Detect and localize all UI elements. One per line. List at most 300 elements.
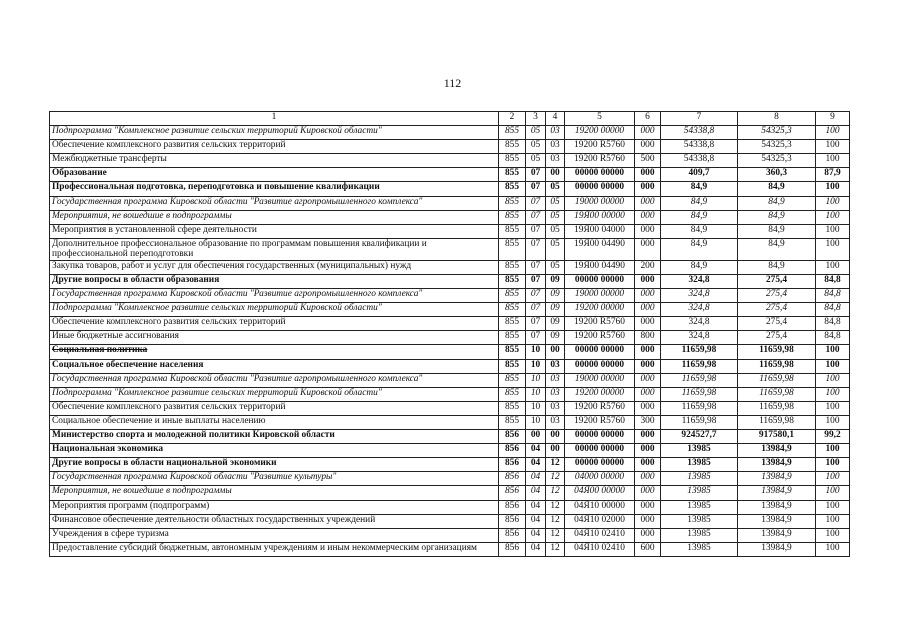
cell-executed-amount: 84,9 — [738, 210, 816, 224]
cell-expense-type: 000 — [635, 168, 661, 182]
header-cell-target-article: 5 — [565, 112, 635, 126]
cell-section-code: 04 — [526, 486, 546, 500]
cell-target-article: 04Я10 02410 — [565, 542, 635, 556]
cell-target-article: 19000 00000 — [565, 289, 635, 303]
cell-execution-percent: 100 — [816, 182, 850, 196]
cell-planned-amount: 84,9 — [661, 182, 738, 196]
cell-section-code: 04 — [526, 444, 546, 458]
cell-planned-amount: 84,9 — [661, 224, 738, 238]
cell-name: Закупка товаров, работ и услуг для обеспечения государственных (муниципальных) нужд — [50, 260, 499, 274]
cell-subsection-code: 12 — [546, 472, 565, 486]
table-row — [50, 238, 850, 260]
cell-name: Другие вопросы в области образования — [50, 275, 499, 289]
cell-ministry-code: 855 — [499, 303, 526, 317]
cell-target-article: 04Я00 00000 — [565, 486, 635, 500]
cell-name: Обеспечение комплексного развития сельских территорий — [50, 401, 499, 415]
cell-executed-amount: 13984,9 — [738, 514, 816, 528]
cell-execution-percent: 84,8 — [816, 331, 850, 345]
cell-section-code: 07 — [526, 210, 546, 224]
cell-planned-amount: 13985 — [661, 486, 738, 500]
cell-name: Министерство спорта и молодежной политики Кировской области — [50, 430, 499, 444]
cell-execution-percent: 84,8 — [816, 289, 850, 303]
cell-planned-amount: 84,9 — [661, 260, 738, 274]
cell-subsection-code: 00 — [546, 430, 565, 444]
cell-expense-type: 000 — [635, 500, 661, 514]
cell-execution-percent: 84,8 — [816, 303, 850, 317]
header-cell-name: 1 — [50, 112, 499, 126]
cell-target-article: 04Я10 02000 — [565, 514, 635, 528]
cell-name: Предоставление субсидий бюджетным, автономным учреждениям и иным некоммерческим организациям — [50, 542, 499, 556]
cell-execution-percent: 100 — [816, 500, 850, 514]
cell-target-article: 19200 R5760 — [565, 154, 635, 168]
cell-expense-type: 000 — [635, 430, 661, 444]
cell-name: Обеспечение комплексного развития сельских территорий — [50, 317, 499, 331]
table-row — [50, 331, 850, 345]
cell-section-code: 07 — [526, 238, 546, 260]
cell-name: Государственная программа Кировской области "Развитие агропромышленного комплекса" — [50, 289, 499, 303]
cell-subsection-code: 09 — [546, 303, 565, 317]
cell-target-article: 19200 R5760 — [565, 331, 635, 345]
table-row — [50, 303, 850, 317]
cell-target-article: 00000 00000 — [565, 182, 635, 196]
cell-executed-amount: 54325,3 — [738, 126, 816, 140]
cell-expense-type: 300 — [635, 415, 661, 429]
cell-name: Социальная политика — [50, 345, 499, 359]
header-cell-subsection-code: 4 — [546, 112, 565, 126]
cell-name: Мероприятия программ (подпрограмм) — [50, 500, 499, 514]
table-row — [50, 486, 850, 500]
cell-expense-type: 000 — [635, 486, 661, 500]
cell-name: Профессиональная подготовка, переподготовка и повышение квалификации — [50, 182, 499, 196]
table-row — [50, 289, 850, 303]
cell-name: Государственная программа Кировской области "Развитие агропромышленного комплекса" — [50, 373, 499, 387]
cell-expense-type: 000 — [635, 472, 661, 486]
cell-name: Учреждения в сфере туризма — [50, 528, 499, 542]
cell-section-code: 10 — [526, 415, 546, 429]
cell-name: Иные бюджетные ассигнования — [50, 331, 499, 345]
cell-expense-type: 000 — [635, 359, 661, 373]
cell-subsection-code: 03 — [546, 373, 565, 387]
cell-executed-amount: 84,9 — [738, 196, 816, 210]
cell-expense-type: 000 — [635, 528, 661, 542]
table-row — [50, 528, 850, 542]
cell-execution-percent: 100 — [816, 345, 850, 359]
table-row — [50, 345, 850, 359]
cell-section-code: 05 — [526, 126, 546, 140]
cell-section-code: 10 — [526, 373, 546, 387]
cell-ministry-code: 855 — [499, 210, 526, 224]
cell-planned-amount: 409,7 — [661, 168, 738, 182]
table-row — [50, 260, 850, 274]
cell-executed-amount: 11659,98 — [738, 345, 816, 359]
table-row — [50, 444, 850, 458]
cell-expense-type: 000 — [635, 303, 661, 317]
cell-subsection-code: 03 — [546, 140, 565, 154]
table-row — [50, 514, 850, 528]
cell-subsection-code: 09 — [546, 317, 565, 331]
cell-name: Подпрограмма "Комплексное развитие сельских территорий Кировской области" — [50, 126, 499, 140]
cell-target-article: 00000 00000 — [565, 275, 635, 289]
cell-section-code: 07 — [526, 317, 546, 331]
cell-executed-amount: 917580,1 — [738, 430, 816, 444]
cell-expense-type: 000 — [635, 238, 661, 260]
cell-name: Государственная программа Кировской области "Развитие культуры" — [50, 472, 499, 486]
cell-subsection-code: 00 — [546, 345, 565, 359]
cell-executed-amount: 13984,9 — [738, 500, 816, 514]
cell-ministry-code: 855 — [499, 415, 526, 429]
cell-executed-amount: 11659,98 — [738, 373, 816, 387]
cell-planned-amount: 13985 — [661, 444, 738, 458]
cell-section-code: 10 — [526, 387, 546, 401]
cell-subsection-code: 09 — [546, 275, 565, 289]
cell-target-article: 19200 00000 — [565, 387, 635, 401]
table-row — [50, 224, 850, 238]
cell-section-code: 07 — [526, 182, 546, 196]
cell-ministry-code: 856 — [499, 458, 526, 472]
cell-planned-amount: 54338,8 — [661, 154, 738, 168]
cell-target-article: 00000 00000 — [565, 458, 635, 472]
cell-ministry-code: 855 — [499, 126, 526, 140]
cell-executed-amount: 275,4 — [738, 317, 816, 331]
cell-execution-percent: 100 — [816, 224, 850, 238]
cell-ministry-code: 855 — [499, 260, 526, 274]
cell-executed-amount: 13984,9 — [738, 542, 816, 556]
cell-ministry-code: 855 — [499, 275, 526, 289]
cell-subsection-code: 09 — [546, 289, 565, 303]
table-row — [50, 430, 850, 444]
cell-executed-amount: 11659,98 — [738, 415, 816, 429]
cell-ministry-code: 855 — [499, 182, 526, 196]
table-row — [50, 415, 850, 429]
cell-subsection-code: 05 — [546, 196, 565, 210]
cell-executed-amount: 84,9 — [738, 224, 816, 238]
header-cell-section-code: 3 — [526, 112, 546, 126]
cell-execution-percent: 100 — [816, 486, 850, 500]
cell-section-code: 04 — [526, 472, 546, 486]
table-row — [50, 401, 850, 415]
cell-expense-type: 000 — [635, 345, 661, 359]
cell-target-article: 19Я00 04490 — [565, 260, 635, 274]
table-row — [50, 182, 850, 196]
cell-section-code: 07 — [526, 224, 546, 238]
cell-execution-percent: 100 — [816, 472, 850, 486]
cell-execution-percent: 84,8 — [816, 317, 850, 331]
page-number: 112 — [443, 76, 462, 90]
cell-ministry-code: 855 — [499, 401, 526, 415]
table-row — [50, 210, 850, 224]
cell-execution-percent: 100 — [816, 542, 850, 556]
cell-execution-percent: 100 — [816, 514, 850, 528]
table-row — [50, 500, 850, 514]
cell-executed-amount: 54325,3 — [738, 154, 816, 168]
cell-section-code: 07 — [526, 196, 546, 210]
cell-executed-amount: 11659,98 — [738, 401, 816, 415]
cell-subsection-code: 00 — [546, 444, 565, 458]
cell-planned-amount: 324,8 — [661, 303, 738, 317]
cell-target-article: 19200 R5760 — [565, 415, 635, 429]
cell-execution-percent: 100 — [816, 401, 850, 415]
cell-name: Подпрограмма "Комплексное развитие сельских территорий Кировской области" — [50, 303, 499, 317]
cell-executed-amount: 13984,9 — [738, 472, 816, 486]
cell-target-article: 00000 00000 — [565, 444, 635, 458]
cell-ministry-code: 855 — [499, 238, 526, 260]
cell-planned-amount: 324,8 — [661, 331, 738, 345]
cell-name: Мероприятия в установленной сфере деятельности — [50, 224, 499, 238]
cell-target-article: 19Я00 04490 — [565, 238, 635, 260]
cell-subsection-code: 03 — [546, 415, 565, 429]
cell-ministry-code: 855 — [499, 345, 526, 359]
cell-ministry-code: 855 — [499, 224, 526, 238]
cell-execution-percent: 100 — [816, 260, 850, 274]
cell-planned-amount: 13985 — [661, 472, 738, 486]
cell-name: Мероприятия, не вошедшие в подпрограммы — [50, 486, 499, 500]
cell-expense-type: 200 — [635, 260, 661, 274]
cell-name: Финансовое обеспечение деятельности областных государственных учреждений — [50, 514, 499, 528]
cell-target-article: 19Я00 00000 — [565, 210, 635, 224]
cell-expense-type: 800 — [635, 331, 661, 345]
cell-target-article: 19Я00 04000 — [565, 224, 635, 238]
cell-ministry-code: 856 — [499, 486, 526, 500]
cell-expense-type: 000 — [635, 289, 661, 303]
cell-name: Образование — [50, 168, 499, 182]
cell-execution-percent: 100 — [816, 154, 850, 168]
cell-section-code: 07 — [526, 331, 546, 345]
cell-target-article: 04Я10 00000 — [565, 500, 635, 514]
cell-target-article: 00000 00000 — [565, 168, 635, 182]
cell-target-article: 00000 00000 — [565, 359, 635, 373]
cell-executed-amount: 84,9 — [738, 260, 816, 274]
table-row — [50, 196, 850, 210]
cell-ministry-code: 855 — [499, 387, 526, 401]
cell-target-article: 19000 00000 — [565, 196, 635, 210]
cell-execution-percent: 100 — [816, 373, 850, 387]
cell-planned-amount: 84,9 — [661, 238, 738, 260]
table-row — [50, 458, 850, 472]
cell-execution-percent: 100 — [816, 140, 850, 154]
cell-section-code: 10 — [526, 401, 546, 415]
cell-name: Государственная программа Кировской области "Развитие агропромышленного комплекса" — [50, 196, 499, 210]
cell-expense-type: 000 — [635, 444, 661, 458]
cell-section-code: 05 — [526, 154, 546, 168]
cell-ministry-code: 855 — [499, 317, 526, 331]
cell-planned-amount: 13985 — [661, 542, 738, 556]
cell-executed-amount: 13984,9 — [738, 486, 816, 500]
cell-execution-percent: 87,9 — [816, 168, 850, 182]
cell-subsection-code: 12 — [546, 500, 565, 514]
cell-target-article: 04Я10 02410 — [565, 528, 635, 542]
cell-execution-percent: 100 — [816, 196, 850, 210]
cell-section-code: 05 — [526, 140, 546, 154]
table-row — [50, 472, 850, 486]
cell-section-code: 04 — [526, 528, 546, 542]
cell-target-article: 19200 R5760 — [565, 317, 635, 331]
cell-ministry-code: 855 — [499, 196, 526, 210]
cell-execution-percent: 100 — [816, 528, 850, 542]
cell-name: Обеспечение комплексного развития сельских территорий — [50, 140, 499, 154]
cell-ministry-code: 856 — [499, 500, 526, 514]
cell-section-code: 07 — [526, 168, 546, 182]
table-row — [50, 542, 850, 556]
cell-planned-amount: 11659,98 — [661, 373, 738, 387]
table-body — [50, 112, 850, 557]
cell-expense-type: 000 — [635, 182, 661, 196]
cell-execution-percent: 100 — [816, 126, 850, 140]
cell-executed-amount: 275,4 — [738, 275, 816, 289]
cell-expense-type: 500 — [635, 154, 661, 168]
cell-name: Национальная экономика — [50, 444, 499, 458]
cell-ministry-code: 855 — [499, 373, 526, 387]
cell-planned-amount: 11659,98 — [661, 345, 738, 359]
cell-execution-percent: 100 — [816, 458, 850, 472]
cell-execution-percent: 100 — [816, 210, 850, 224]
cell-section-code: 07 — [526, 289, 546, 303]
cell-expense-type: 000 — [635, 401, 661, 415]
table-header-row — [50, 112, 850, 126]
table-row — [50, 373, 850, 387]
cell-executed-amount: 275,4 — [738, 331, 816, 345]
cell-subsection-code: 05 — [546, 182, 565, 196]
cell-planned-amount: 324,8 — [661, 317, 738, 331]
cell-section-code: 07 — [526, 260, 546, 274]
cell-target-article: 19200 R5760 — [565, 140, 635, 154]
cell-subsection-code: 09 — [546, 331, 565, 345]
cell-executed-amount: 84,9 — [738, 182, 816, 196]
cell-subsection-code: 05 — [546, 260, 565, 274]
cell-executed-amount: 13984,9 — [738, 444, 816, 458]
table-row — [50, 140, 850, 154]
cell-subsection-code: 03 — [546, 126, 565, 140]
cell-name: Межбюджетные трансферты — [50, 154, 499, 168]
cell-name: Дополнительное профессиональное образование по программам повышения квалификации и профессиональной переподготовки — [50, 238, 499, 260]
cell-planned-amount: 11659,98 — [661, 401, 738, 415]
cell-planned-amount: 324,8 — [661, 289, 738, 303]
cell-ministry-code: 856 — [499, 472, 526, 486]
cell-section-code: 04 — [526, 458, 546, 472]
cell-execution-percent: 84,8 — [816, 275, 850, 289]
table-row — [50, 126, 850, 140]
cell-target-article: 00000 00000 — [565, 345, 635, 359]
cell-planned-amount: 13985 — [661, 458, 738, 472]
cell-target-article: 19200 00000 — [565, 126, 635, 140]
cell-executed-amount: 11659,98 — [738, 359, 816, 373]
cell-expense-type: 000 — [635, 126, 661, 140]
cell-target-article: 19000 00000 — [565, 373, 635, 387]
cell-executed-amount: 54325,3 — [738, 140, 816, 154]
cell-section-code: 04 — [526, 500, 546, 514]
cell-executed-amount: 13984,9 — [738, 528, 816, 542]
cell-section-code: 04 — [526, 514, 546, 528]
cell-subsection-code: 03 — [546, 154, 565, 168]
cell-subsection-code: 05 — [546, 224, 565, 238]
cell-execution-percent: 100 — [816, 444, 850, 458]
cell-section-code: 07 — [526, 303, 546, 317]
cell-target-article: 00000 00000 — [565, 430, 635, 444]
cell-execution-percent: 99,2 — [816, 430, 850, 444]
cell-planned-amount: 13985 — [661, 500, 738, 514]
cell-subsection-code: 00 — [546, 168, 565, 182]
cell-executed-amount: 275,4 — [738, 289, 816, 303]
cell-expense-type: 000 — [635, 224, 661, 238]
table-row — [50, 387, 850, 401]
budget-table — [49, 111, 850, 557]
table-row — [50, 359, 850, 373]
cell-section-code: 10 — [526, 345, 546, 359]
cell-planned-amount: 54338,8 — [661, 126, 738, 140]
cell-subsection-code: 03 — [546, 387, 565, 401]
cell-ministry-code: 856 — [499, 542, 526, 556]
cell-target-article: 04000 00000 — [565, 472, 635, 486]
cell-section-code: 10 — [526, 359, 546, 373]
cell-executed-amount: 275,4 — [738, 303, 816, 317]
cell-ministry-code: 855 — [499, 331, 526, 345]
cell-ministry-code: 856 — [499, 430, 526, 444]
cell-ministry-code: 856 — [499, 528, 526, 542]
cell-executed-amount: 11659,98 — [738, 387, 816, 401]
cell-subsection-code: 12 — [546, 514, 565, 528]
cell-planned-amount: 11659,98 — [661, 415, 738, 429]
cell-ministry-code: 855 — [499, 140, 526, 154]
header-cell-expense-type: 6 — [635, 112, 661, 126]
cell-section-code: 07 — [526, 275, 546, 289]
cell-expense-type: 600 — [635, 542, 661, 556]
cell-planned-amount: 324,8 — [661, 275, 738, 289]
cell-name: Другие вопросы в области национальной экономики — [50, 458, 499, 472]
cell-subsection-code: 03 — [546, 359, 565, 373]
cell-planned-amount: 84,9 — [661, 210, 738, 224]
cell-name: Подпрограмма "Комплексное развитие сельских территорий Кировской области" — [50, 387, 499, 401]
cell-expense-type: 000 — [635, 387, 661, 401]
cell-planned-amount: 11659,98 — [661, 359, 738, 373]
cell-ministry-code: 856 — [499, 444, 526, 458]
cell-ministry-code: 855 — [499, 154, 526, 168]
cell-ministry-code: 856 — [499, 514, 526, 528]
cell-expense-type: 000 — [635, 275, 661, 289]
cell-execution-percent: 100 — [816, 387, 850, 401]
cell-ministry-code: 855 — [499, 359, 526, 373]
header-cell-execution-percent: 9 — [816, 112, 850, 126]
cell-planned-amount: 13985 — [661, 528, 738, 542]
cell-expense-type: 000 — [635, 317, 661, 331]
cell-subsection-code: 12 — [546, 458, 565, 472]
cell-expense-type: 000 — [635, 196, 661, 210]
cell-name: Социальное обеспечение и иные выплаты населению — [50, 415, 499, 429]
cell-section-code: 04 — [526, 542, 546, 556]
cell-planned-amount: 13985 — [661, 514, 738, 528]
cell-planned-amount: 84,9 — [661, 196, 738, 210]
cell-expense-type: 000 — [635, 140, 661, 154]
header-cell-ministry-code: 2 — [499, 112, 526, 126]
cell-subsection-code: 03 — [546, 401, 565, 415]
table-row — [50, 154, 850, 168]
cell-name: Социальное обеспечение населения — [50, 359, 499, 373]
cell-expense-type: 000 — [635, 458, 661, 472]
table-row — [50, 317, 850, 331]
table-row — [50, 168, 850, 182]
cell-subsection-code: 12 — [546, 486, 565, 500]
cell-planned-amount: 54338,8 — [661, 140, 738, 154]
cell-subsection-code: 12 — [546, 528, 565, 542]
cell-ministry-code: 855 — [499, 168, 526, 182]
cell-expense-type: 000 — [635, 514, 661, 528]
cell-planned-amount: 924527,7 — [661, 430, 738, 444]
cell-planned-amount: 11659,98 — [661, 387, 738, 401]
table-row — [50, 275, 850, 289]
cell-executed-amount: 84,9 — [738, 238, 816, 260]
header-cell-executed-amount: 8 — [738, 112, 816, 126]
cell-target-article: 19200 R5760 — [565, 401, 635, 415]
cell-subsection-code: 12 — [546, 542, 565, 556]
cell-target-article: 19200 00000 — [565, 303, 635, 317]
